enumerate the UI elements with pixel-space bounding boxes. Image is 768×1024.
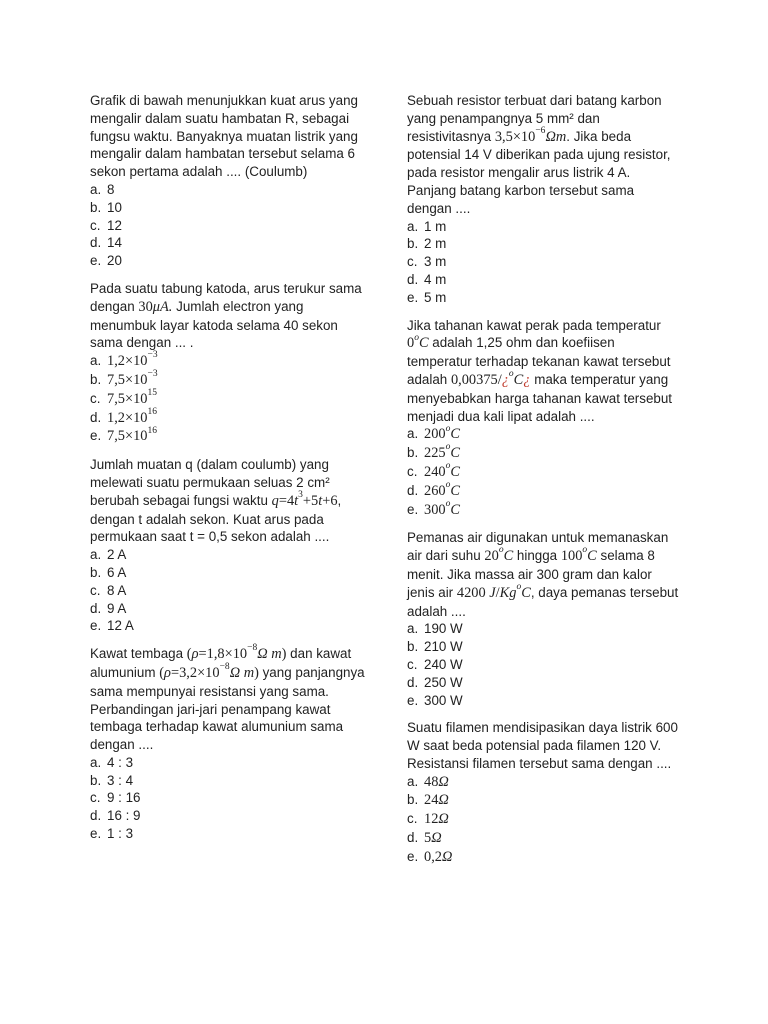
option-letter: d. xyxy=(90,235,102,251)
left-column xyxy=(90,92,372,853)
question-silver-wire xyxy=(407,317,679,520)
answer-option xyxy=(90,564,372,582)
exponent: 15 xyxy=(147,387,158,398)
option-formula: 12Ω xyxy=(424,811,449,828)
stem-text: , dengan t adalah sekon. Kuat arus pada permukaan saat t = 0,5 sekon adalah .... xyxy=(90,492,342,545)
answer-option xyxy=(90,387,372,409)
question-stem xyxy=(407,529,679,620)
coefficient-value: 0,00375 xyxy=(450,371,498,388)
option-text: 12 A xyxy=(107,618,134,634)
mantissa: 7,5 xyxy=(107,428,125,445)
charge-formula: $q=4t^3+5t+6$ xyxy=(271,489,338,509)
question-cathode-tube xyxy=(90,280,372,446)
exponent: −3 xyxy=(147,350,158,361)
answer-option xyxy=(90,252,372,270)
resistivity-value: 3,5 xyxy=(494,128,513,145)
answer-option xyxy=(90,427,372,446)
option-letter: a. xyxy=(407,426,419,442)
option-text: 16 : 9 xyxy=(107,808,141,824)
option-text: 20 xyxy=(107,253,122,269)
option-formula: 260$^o$C xyxy=(424,479,460,499)
temperature-value: 300 xyxy=(424,501,446,518)
option-letter: e. xyxy=(407,692,419,708)
answer-option xyxy=(90,181,372,199)
answer-option xyxy=(407,253,679,271)
answer-option xyxy=(90,617,372,635)
specific-heat-formula: 4200 J/Kg$^o$C xyxy=(456,581,531,601)
option-letter: c. xyxy=(90,790,101,806)
option-letter: c. xyxy=(407,463,418,479)
coefficient-formula: 0,00375/¿$^o$C¿ xyxy=(450,369,531,388)
answer-options xyxy=(407,218,679,307)
option-letter: d. xyxy=(407,830,419,846)
temperature-value: 240 xyxy=(424,463,446,480)
option-letter: a. xyxy=(407,621,419,637)
rho-aluminium-value: 3,2 xyxy=(179,664,198,681)
answer-option xyxy=(90,371,372,390)
resistance-value: 24 xyxy=(424,792,439,809)
option-letter: d. xyxy=(407,271,419,287)
question-water-heater xyxy=(407,529,679,709)
stem-text: Pemanas air digunakan untuk memanaskan air dari suhu xyxy=(407,530,669,564)
answer-option xyxy=(407,271,679,289)
answer-option xyxy=(407,498,679,520)
right-column xyxy=(407,92,679,877)
option-text: 9 A xyxy=(107,600,127,616)
answer-option xyxy=(90,406,372,428)
exponent: 16 xyxy=(147,406,158,417)
answer-option xyxy=(407,479,679,501)
option-letter: a. xyxy=(90,547,102,563)
option-letter: b. xyxy=(90,371,102,387)
specific-heat-value: 4200 xyxy=(456,584,486,601)
option-formula: 5Ω xyxy=(424,830,442,847)
answer-options xyxy=(90,546,372,635)
stem-text: selama 8 menit. Jika massa air 300 gram dan kalor jenis air xyxy=(407,548,655,600)
answer-option xyxy=(407,235,679,253)
answer-option xyxy=(407,692,679,710)
option-text: 250 W xyxy=(424,674,463,690)
option-letter: e. xyxy=(407,848,419,864)
option-formula: $7,5\times 10^{15}$ xyxy=(107,387,158,407)
option-letter: b. xyxy=(90,564,102,580)
option-text: 2 A xyxy=(107,547,127,563)
question-stem xyxy=(407,92,679,218)
answer-option xyxy=(407,848,679,867)
option-letter: c. xyxy=(407,656,418,672)
mantissa: 1,2 xyxy=(107,409,125,426)
resistance-value: 48 xyxy=(424,773,439,790)
option-formula: $1,2\times 10^{-3}$ xyxy=(107,350,158,370)
option-text: 9 : 16 xyxy=(107,790,141,806)
stem-text: Pada suatu tabung katoda, arus terukur sama dengan xyxy=(90,280,362,314)
option-letter: a. xyxy=(407,773,419,789)
answer-option xyxy=(407,218,679,236)
option-letter: e. xyxy=(90,826,102,842)
temperature-value: 260 xyxy=(424,482,446,499)
option-letter: b. xyxy=(407,236,419,252)
answer-option xyxy=(407,829,679,848)
stem-text: Kawat tembaga xyxy=(90,646,187,662)
option-letter: b. xyxy=(90,772,102,788)
answer-option xyxy=(407,620,679,638)
option-formula: 240$^o$C xyxy=(424,461,460,480)
stem-text: yang panjangnya sama mempunyai resistansi yang sama. Perbandingan jari-jari penampang kawat tembaga terhadap kawat alumunium sama dengan .... xyxy=(90,664,365,753)
answer-option xyxy=(90,807,372,825)
option-formula: 300$^o$C xyxy=(424,498,460,518)
option-letter: a. xyxy=(90,181,102,197)
option-letter: b. xyxy=(90,199,102,215)
answer-options xyxy=(407,773,679,867)
answer-option xyxy=(90,352,372,371)
question-stem xyxy=(90,645,372,754)
option-formula: 0,2Ω xyxy=(424,848,453,865)
option-letter: c. xyxy=(407,811,418,827)
option-text: 300 W xyxy=(424,692,463,708)
temperature-value: 225 xyxy=(424,445,446,462)
option-formula: $1,2\times 10^{16}$ xyxy=(107,406,158,426)
question-stem: Suatu filamen mendisipasikan daya listrik 600 W saat beda potensial pada filamen 120 V. Resistansi filamen tersebut sama dengan .... xyxy=(407,720,678,771)
question-stem: Grafik di bawah menunjukkan kuat arus yang mengalir dalam suatu hambatan R, sebagai fungsu waktu. Banyaknya muatan listrik yang mengalir dalam hambatan tersebut selama 6 sekon pertama adalah .... (Coulumb) xyxy=(90,93,358,180)
question-stem xyxy=(90,456,372,546)
option-text: 8 xyxy=(107,181,115,197)
option-letter: d. xyxy=(90,808,102,824)
option-text: 12 xyxy=(107,217,122,233)
option-text: 6 A xyxy=(107,564,127,580)
option-letter: a. xyxy=(90,353,102,369)
option-formula: $7,5\times 10^{-3}$ xyxy=(107,369,158,388)
answer-options xyxy=(90,352,372,446)
stem-text: Jumlah muatan q (dalam coulumb) yang melewati suatu permukaan seluas 2 cm² berubah sebagai fungsi waktu xyxy=(90,457,330,508)
option-text: 10 xyxy=(107,199,122,215)
option-letter: c. xyxy=(90,390,101,406)
exponent: 16 xyxy=(147,425,158,436)
option-letter: d. xyxy=(90,409,102,425)
question-wire-ratio xyxy=(90,645,372,843)
option-letter: e. xyxy=(90,618,102,634)
option-text: 3 : 4 xyxy=(107,772,134,788)
mantissa: 7,5 xyxy=(107,371,125,388)
resistivity-formula: $3,5\times 10^{-6}\Omega m$ xyxy=(494,125,567,145)
temp-from-formula: 20$^o$C xyxy=(484,545,514,565)
rho-aluminium-formula: ($\rho=3,2\times 10^{-8}\Omega$ m) xyxy=(159,662,259,681)
option-letter: b. xyxy=(407,445,419,461)
exponent: −3 xyxy=(147,369,158,380)
mantissa: 1,2 xyxy=(107,353,125,370)
option-letter: c. xyxy=(407,254,418,270)
stem-text: maka temperatur yang menyebabkan harga tahanan kawat tersebut menjadi dua kali lipat adalah .... xyxy=(407,371,673,424)
temp-to-value: 100 xyxy=(560,548,583,565)
option-letter: c. xyxy=(90,582,101,598)
option-text: 1 : 3 xyxy=(107,826,134,842)
question-carbon-resistor xyxy=(407,92,679,307)
answer-option xyxy=(90,546,372,564)
answer-options xyxy=(407,620,679,709)
question-stem xyxy=(90,280,372,352)
answer-option xyxy=(407,810,679,829)
stem-text: Jumlah electron yang menumbuk layar katoda selama 40 sekon sama dengan ... . xyxy=(90,298,338,351)
option-formula: 48Ω xyxy=(424,773,449,790)
option-text: 5 m xyxy=(424,289,447,305)
temperature-formula: 0$^o$C xyxy=(407,332,429,352)
stem-text: adalah 1,25 ohm dan koefiisen temperatur terhadap tekanan kawat tersebut adalah xyxy=(407,335,671,387)
answer-option xyxy=(407,791,679,810)
option-letter: b. xyxy=(407,639,419,655)
temperature-value: 200 xyxy=(424,426,446,443)
rho-copper-value: 1,8 xyxy=(206,646,225,663)
resistance-value: 5 xyxy=(424,830,432,847)
option-text: 190 W xyxy=(424,621,463,637)
stem-text: Jika tahanan kawat perak pada temperatur xyxy=(407,317,661,333)
answer-option xyxy=(90,582,372,600)
question-current-graph xyxy=(90,92,372,270)
option-letter: e. xyxy=(407,501,419,517)
resistance-value: 0,2 xyxy=(424,848,442,865)
option-letter: d. xyxy=(407,674,419,690)
question-charge-function xyxy=(90,456,372,635)
question-stem xyxy=(407,317,679,426)
option-text: 240 W xyxy=(424,656,463,672)
stem-text: , daya pemanas tersebut adalah .... xyxy=(407,584,679,619)
option-letter: e. xyxy=(90,253,102,269)
mantissa: 7,5 xyxy=(107,390,125,407)
option-text: 14 xyxy=(107,235,122,251)
option-letter: e. xyxy=(90,428,102,444)
answer-options xyxy=(90,181,372,270)
option-text: 2 m xyxy=(424,236,447,252)
option-formula: 24Ω xyxy=(424,792,449,809)
option-letter: e. xyxy=(407,289,419,305)
option-letter: b. xyxy=(407,792,419,808)
answer-option xyxy=(407,656,679,674)
option-letter: a. xyxy=(407,218,419,234)
option-letter: c. xyxy=(90,217,101,233)
option-formula: $7,5\times 10^{16}$ xyxy=(107,425,158,445)
answer-option xyxy=(90,789,372,807)
answer-option xyxy=(407,674,679,692)
option-text: 3 m xyxy=(424,254,447,270)
answer-option xyxy=(407,289,679,307)
answer-option xyxy=(90,825,372,843)
option-text: 210 W xyxy=(424,639,463,655)
temp-from-value: 20 xyxy=(484,548,499,565)
option-letter: a. xyxy=(90,754,102,770)
answer-option xyxy=(90,234,372,252)
answer-option xyxy=(90,199,372,217)
answer-option xyxy=(407,773,679,792)
option-text: 1 m xyxy=(424,218,447,234)
answer-option xyxy=(90,772,372,790)
temp-to-formula: 100$^o$C xyxy=(560,545,597,565)
option-letter: d. xyxy=(407,482,419,498)
option-text: 8 A xyxy=(107,582,127,598)
answer-option xyxy=(407,463,679,482)
option-text: 4 : 3 xyxy=(107,754,134,770)
answer-option xyxy=(90,754,372,772)
option-text: 4 m xyxy=(424,271,447,287)
current-value: 30 xyxy=(138,298,153,315)
answer-options xyxy=(90,754,372,843)
stem-text: Sebuah resistor terbuat dari batang karbon yang penampangnya 5 mm² dan resistivitasnya xyxy=(407,93,662,144)
answer-option xyxy=(90,600,372,618)
answer-option xyxy=(407,638,679,656)
option-letter: d. xyxy=(90,600,102,616)
option-formula: 225$^o$C xyxy=(424,442,460,462)
resistance-value: 12 xyxy=(424,811,439,828)
option-formula: 200$^o$C xyxy=(424,423,460,443)
stem-text: dan kawat alumunium xyxy=(90,646,352,680)
answer-option xyxy=(90,217,372,235)
stem-text: hingga xyxy=(513,548,561,564)
rho-copper-formula: ($\rho=1,8\times 10^{-8}\Omega$ m) xyxy=(186,643,287,663)
question-filament xyxy=(407,719,679,866)
answer-options xyxy=(407,425,679,519)
current-unit: μA. xyxy=(152,298,173,315)
stem-text: . Jika beda potensial 14 V diberikan pada ujung resistor, pada resistor mengalir arus listrik 4 A. Panjang batang karbon tersebut sama dengan .... xyxy=(407,128,671,216)
